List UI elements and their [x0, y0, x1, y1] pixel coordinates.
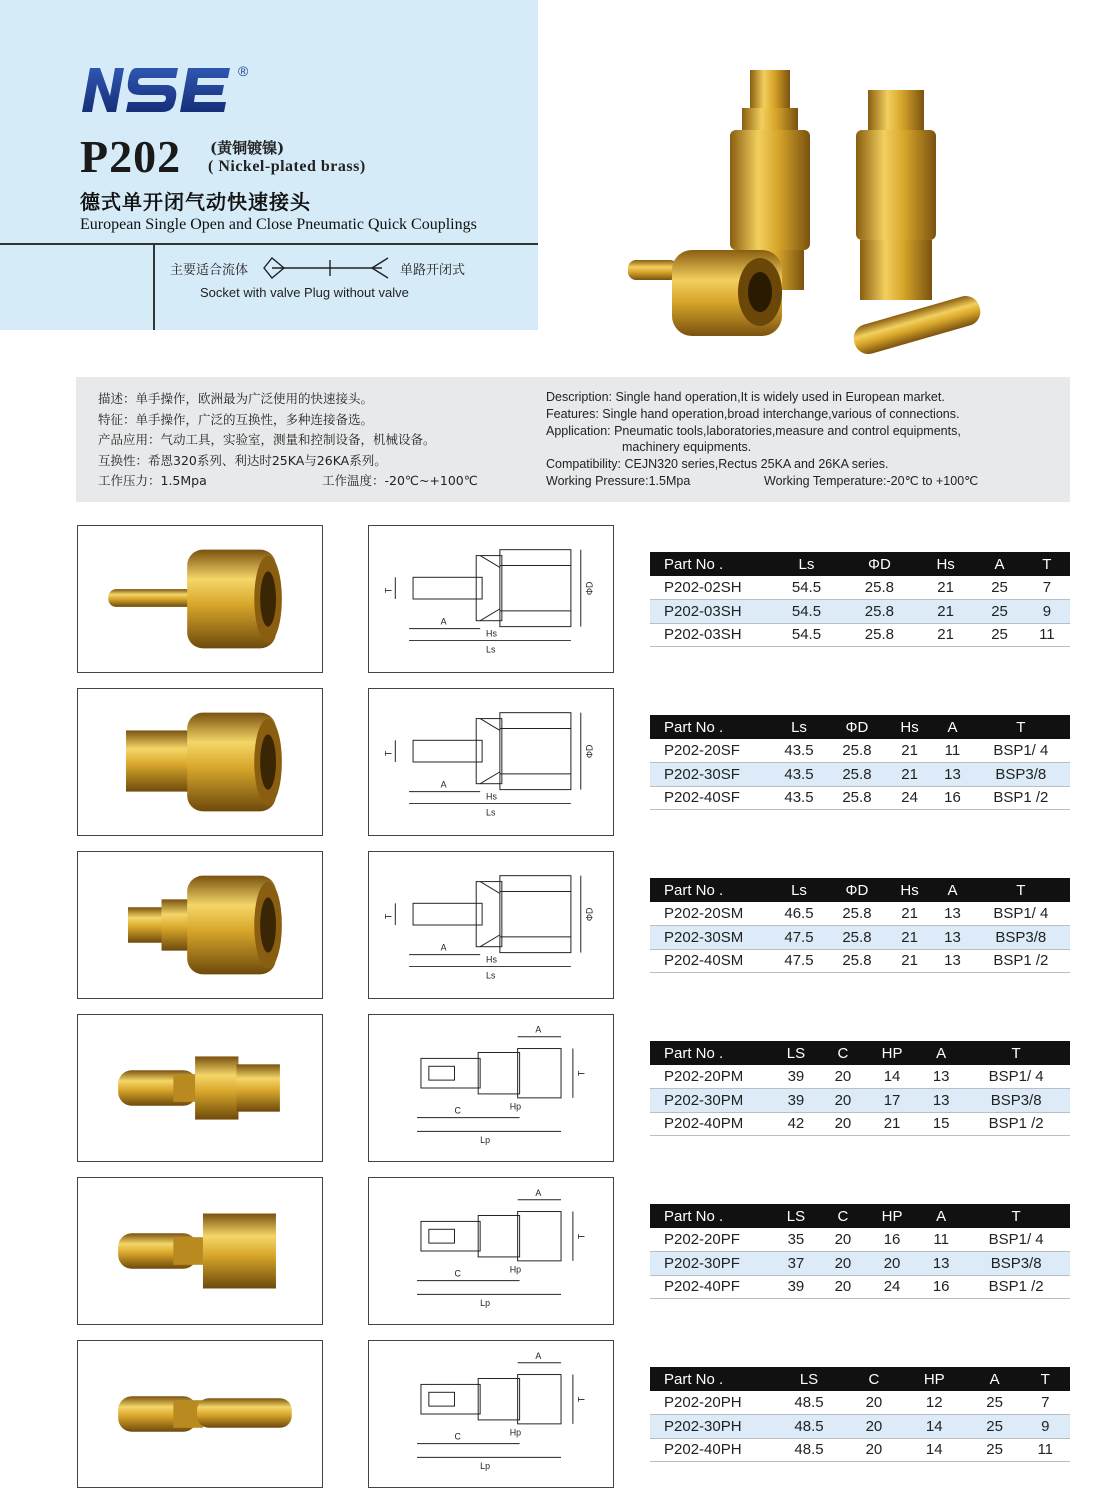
dimension-label: T	[576, 1396, 587, 1403]
column-header: T	[972, 878, 1070, 902]
dimension-drawing-icon	[369, 1341, 613, 1487]
table-cell: P202-40PF	[650, 1275, 770, 1299]
hose-barb-plug-photo	[77, 1340, 323, 1488]
column-header: Ls	[770, 878, 828, 902]
hose-barb-socket-icon	[78, 526, 322, 672]
table-cell: P202-03SH	[650, 600, 770, 624]
dimension-label: A	[440, 779, 447, 790]
dimension-label: ΦD	[584, 907, 595, 922]
dimension-label: Lp	[480, 1298, 491, 1309]
table-cell: 7	[1021, 1391, 1071, 1415]
table-cell: 14	[900, 1438, 969, 1462]
table-cell: P202-02SH	[650, 576, 770, 600]
dimension-label: A	[535, 1350, 542, 1361]
description-cn	[98, 389, 518, 492]
desc-cn-temperature: 工作温度：-20℃~+100℃	[322, 473, 478, 488]
coupling-symbol-icon	[258, 254, 398, 282]
table-cell: 47.5	[770, 949, 828, 973]
dimension-label: Lp	[480, 1461, 491, 1472]
table-cell: BSP1 /2	[962, 1112, 1070, 1136]
dimension-label: A	[535, 1024, 542, 1035]
column-header: Hs	[886, 715, 933, 739]
male-thread-socket-icon	[78, 852, 322, 998]
material-en: ( Nickel-plated brass)	[208, 158, 366, 175]
table-cell: 39	[770, 1065, 822, 1089]
table-cell: 9	[1024, 600, 1070, 624]
column-header: HP	[900, 1367, 969, 1391]
nse-logo	[80, 60, 255, 120]
table-cell: 20	[822, 1065, 864, 1089]
technical-drawing	[368, 688, 614, 836]
column-header: T	[962, 1204, 1070, 1228]
table-header-row	[650, 1204, 1070, 1228]
table-cell: P202-40PM	[650, 1112, 770, 1136]
table-cell: 21	[916, 600, 975, 624]
technical-drawing	[368, 1340, 614, 1488]
column-header: A	[920, 1204, 962, 1228]
dimension-drawing-icon	[369, 1178, 613, 1324]
table-cell: 37	[770, 1252, 822, 1276]
column-header: Ls	[770, 552, 843, 576]
table-row	[650, 1112, 1070, 1136]
table-cell: BSP3/8	[972, 926, 1070, 950]
table-cell: 25.8	[828, 739, 886, 763]
table-row	[650, 1065, 1070, 1089]
dimension-label: Hp	[509, 1264, 522, 1275]
table-cell: 42	[770, 1112, 822, 1136]
table-cell: 7	[1024, 576, 1070, 600]
table-cell: 20	[848, 1438, 900, 1462]
table-cell: 25.8	[828, 786, 886, 810]
table-cell: 13	[933, 926, 971, 950]
table-cell: 13	[920, 1252, 962, 1276]
dimension-label: ΦD	[584, 581, 595, 596]
header-vertical-divider	[153, 245, 155, 330]
dimension-label: Lp	[480, 1135, 491, 1146]
desc-cn-line: 产品应用：气动工具，实验室，测量和控制设备，机械设备。	[98, 432, 436, 447]
dimension-label: T	[383, 587, 394, 594]
table-row	[650, 623, 1070, 647]
table-header-row	[650, 1041, 1070, 1065]
hose-barb-socket-photo	[77, 525, 323, 673]
desc-en-temperature: Working Temperature:-20℃ to +100℃	[764, 473, 979, 488]
table-row	[650, 1438, 1070, 1462]
table-cell: 35	[770, 1228, 822, 1252]
table-cell: 13	[920, 1089, 962, 1113]
table-row	[650, 1228, 1070, 1252]
table-cell: 20	[822, 1275, 864, 1299]
table-cell: 48.5	[770, 1438, 848, 1462]
fluid-label-en: Socket with valve Plug without valve	[200, 285, 409, 300]
table-cell: 13	[933, 763, 971, 787]
dimension-drawing-icon	[369, 689, 613, 835]
table-cell: 25.8	[843, 576, 916, 600]
table-cell: 25	[975, 600, 1023, 624]
technical-drawing	[368, 1014, 614, 1162]
column-header: Part No .	[650, 552, 770, 576]
desc-en-compat: Compatibility: CEJN320 series,Rectus 25KA and 26KA series.	[546, 457, 889, 472]
dimension-label: C	[454, 1105, 461, 1116]
table-cell: 25.8	[843, 623, 916, 647]
desc-en-line: Description: Single hand operation,It is widely used in European market.	[546, 390, 945, 404]
table-cell: 24	[886, 786, 933, 810]
dimension-label: Hs	[486, 628, 497, 639]
table-cell: P202-30SF	[650, 763, 770, 787]
column-header: LS	[770, 1041, 822, 1065]
column-header: ΦD	[828, 878, 886, 902]
dimension-drawing-icon	[369, 1015, 613, 1161]
female-thread-socket-photo	[77, 688, 323, 836]
table-cell: 20	[864, 1252, 920, 1276]
description-en	[546, 389, 1046, 490]
table-cell: 21	[916, 623, 975, 647]
technical-drawing	[368, 525, 614, 673]
material-cn: (黄铜镀镍)	[210, 139, 285, 157]
table-cell: P202-30SM	[650, 926, 770, 950]
table-row	[650, 1415, 1070, 1439]
table-row	[650, 576, 1070, 600]
table-cell: 25	[975, 623, 1023, 647]
title-en: European Single Open and Close Pneumatic Quick Couplings	[80, 216, 477, 233]
male-thread-socket-photo	[77, 851, 323, 999]
table-cell: 54.5	[770, 576, 843, 600]
dimension-label: Hs	[486, 954, 497, 965]
table-cell: BSP1/ 4	[962, 1065, 1070, 1089]
column-header: C	[822, 1041, 864, 1065]
hero-product-photo	[620, 60, 1000, 370]
technical-drawing	[368, 1177, 614, 1325]
column-header: Hs	[886, 878, 933, 902]
hose-barb-plug-icon	[78, 1341, 322, 1487]
desc-en-line: Features: Single hand operation,broad interchange,various of connections.	[546, 406, 960, 421]
column-header: T	[972, 715, 1070, 739]
table-row	[650, 902, 1070, 926]
table-cell: 21	[886, 902, 933, 926]
table-cell: P202-30PF	[650, 1252, 770, 1276]
table-row	[650, 949, 1070, 973]
table-cell: BSP3/8	[962, 1252, 1070, 1276]
table-cell: 9	[1021, 1415, 1071, 1439]
table-cell: 13	[933, 949, 971, 973]
column-header: A	[933, 878, 971, 902]
spec-table	[650, 715, 1070, 810]
dimension-label: Ls	[486, 970, 496, 981]
column-header: HP	[864, 1041, 920, 1065]
table-cell: 25.8	[828, 763, 886, 787]
female-thread-socket-icon	[78, 689, 322, 835]
column-header: Part No .	[650, 715, 770, 739]
column-header: A	[933, 715, 971, 739]
table-cell: 20	[822, 1252, 864, 1276]
table-cell: 16	[864, 1228, 920, 1252]
column-header: Part No .	[650, 1041, 770, 1065]
table-cell: 17	[864, 1089, 920, 1113]
table-cell: BSP3/8	[972, 763, 1070, 787]
table-cell: 43.5	[770, 763, 828, 787]
table-cell: P202-40SF	[650, 786, 770, 810]
column-header: Part No .	[650, 1367, 770, 1391]
table-cell: 25.8	[828, 949, 886, 973]
table-row	[650, 1252, 1070, 1276]
table-cell: BSP1/ 4	[972, 739, 1070, 763]
table-cell: 39	[770, 1089, 822, 1113]
table-row	[650, 1089, 1070, 1113]
desc-cn-line: 特征：单手操作，广泛的互换性，多种连接备选。	[98, 411, 374, 427]
mode-label-cn: 单路开闭式	[400, 263, 466, 278]
table-cell: 21	[886, 949, 933, 973]
table-cell: 24	[864, 1275, 920, 1299]
table-cell: 11	[933, 739, 971, 763]
desc-cn-pressure: 工作压力：1.5Mpa	[98, 473, 207, 488]
male-thread-plug-photo	[77, 1014, 323, 1162]
table-cell: 14	[864, 1065, 920, 1089]
column-header: C	[822, 1204, 864, 1228]
dimension-label: C	[454, 1268, 461, 1279]
table-cell: P202-03SH	[650, 623, 770, 647]
table-cell: 16	[920, 1275, 962, 1299]
female-thread-plug-photo	[77, 1177, 323, 1325]
table-cell: 15	[920, 1112, 962, 1136]
table-cell: 43.5	[770, 739, 828, 763]
table-cell: P202-20PF	[650, 1228, 770, 1252]
table-cell: 43.5	[770, 786, 828, 810]
table-cell: 46.5	[770, 902, 828, 926]
dimension-label: A	[535, 1187, 542, 1198]
column-header: A	[920, 1041, 962, 1065]
column-header: Part No .	[650, 878, 770, 902]
table-cell: 21	[886, 739, 933, 763]
table-cell: 25.8	[828, 926, 886, 950]
table-header-row	[650, 715, 1070, 739]
column-header: Part No .	[650, 1204, 770, 1228]
table-row	[650, 600, 1070, 624]
table-cell: 25	[969, 1438, 1021, 1462]
dimension-label: C	[454, 1431, 461, 1442]
dimension-label: T	[383, 750, 394, 757]
table-cell: 21	[864, 1112, 920, 1136]
spec-table	[650, 1041, 1070, 1136]
dimension-drawing-icon	[369, 526, 613, 672]
title-cn: 德式单开闭气动快速接头	[80, 190, 311, 214]
table-cell: P202-20PH	[650, 1391, 770, 1415]
table-cell: BSP3/8	[962, 1089, 1070, 1113]
spec-table	[650, 878, 1070, 973]
desc-cn-line: 互换性：希恩320系列、利达时25KA与26KA系列。	[98, 452, 387, 468]
table-cell: 16	[933, 786, 971, 810]
table-cell: 25.8	[843, 600, 916, 624]
table-row	[650, 1275, 1070, 1299]
dimension-label: A	[440, 942, 447, 953]
dimension-drawing-icon	[369, 852, 613, 998]
table-cell: 20	[822, 1112, 864, 1136]
table-cell: 14	[900, 1415, 969, 1439]
table-header-row	[650, 878, 1070, 902]
registered-mark: ®	[238, 63, 249, 79]
female-thread-plug-icon	[78, 1178, 322, 1324]
table-row	[650, 786, 1070, 810]
table-row	[650, 926, 1070, 950]
model-number: P202	[80, 131, 182, 182]
column-header: C	[848, 1367, 900, 1391]
table-cell: BSP1/ 4	[962, 1228, 1070, 1252]
table-cell: 21	[886, 926, 933, 950]
table-cell: 11	[1024, 623, 1070, 647]
table-row	[650, 1391, 1070, 1415]
dimension-label: Hs	[486, 791, 497, 802]
table-cell: P202-40SM	[650, 949, 770, 973]
table-cell: 11	[1021, 1438, 1071, 1462]
table-cell: 25	[969, 1391, 1021, 1415]
table-header-row	[650, 552, 1070, 576]
male-thread-plug-icon	[78, 1015, 322, 1161]
column-header: LS	[770, 1204, 822, 1228]
column-header: LS	[770, 1367, 848, 1391]
desc-en-pressure: Working Pressure:1.5Mpa	[546, 473, 691, 488]
column-header: ΦD	[828, 715, 886, 739]
dimension-label: T	[576, 1070, 587, 1077]
table-cell: P202-30PM	[650, 1089, 770, 1113]
table-cell: 54.5	[770, 600, 843, 624]
table-cell: 25	[969, 1415, 1021, 1439]
column-header: Ls	[770, 715, 828, 739]
column-header: T	[962, 1041, 1070, 1065]
spec-table	[650, 552, 1070, 647]
table-cell: 13	[920, 1065, 962, 1089]
dimension-label: Hp	[509, 1101, 522, 1112]
table-cell: P202-20SF	[650, 739, 770, 763]
dimension-label: Ls	[486, 644, 496, 655]
dimension-label: ΦD	[584, 744, 595, 759]
table-cell: 12	[900, 1391, 969, 1415]
column-header: Hs	[916, 552, 975, 576]
table-cell: 20	[822, 1228, 864, 1252]
column-header: ΦD	[843, 552, 916, 576]
technical-drawing	[368, 851, 614, 999]
desc-en-line: Application: Pneumatic tools,laboratories,measure and control equipments,	[546, 423, 961, 438]
spec-table	[650, 1367, 1070, 1462]
dimension-label: T	[576, 1233, 587, 1240]
table-header-row	[650, 1367, 1070, 1391]
table-cell: P202-30PH	[650, 1415, 770, 1439]
table-cell: 21	[886, 763, 933, 787]
column-header: A	[969, 1367, 1021, 1391]
table-cell: BSP1/ 4	[972, 902, 1070, 926]
fluid-label-cn: 主要适合流体	[170, 263, 249, 278]
table-cell: 48.5	[770, 1391, 848, 1415]
table-cell: P202-20SM	[650, 902, 770, 926]
table-cell: P202-40PH	[650, 1438, 770, 1462]
table-cell: 20	[848, 1415, 900, 1439]
dimension-label: A	[440, 616, 447, 627]
desc-cn-line: 描述：单手操作，欧洲最为广泛使用的快速接头。	[98, 391, 374, 406]
table-cell: BSP1 /2	[972, 949, 1070, 973]
table-cell: 13	[933, 902, 971, 926]
table-row	[650, 763, 1070, 787]
spec-table	[650, 1204, 1070, 1299]
table-cell: BSP1 /2	[962, 1275, 1070, 1299]
table-cell: 21	[916, 576, 975, 600]
column-header: HP	[864, 1204, 920, 1228]
table-cell: BSP1 /2	[972, 786, 1070, 810]
desc-en-line: machinery equipments.	[622, 440, 752, 455]
table-cell: 25.8	[828, 902, 886, 926]
header-divider	[0, 243, 538, 245]
table-cell: 48.5	[770, 1415, 848, 1439]
dimension-label: Hp	[509, 1427, 522, 1438]
column-header: A	[975, 552, 1023, 576]
column-header: T	[1024, 552, 1070, 576]
table-cell: P202-20PM	[650, 1065, 770, 1089]
description-band	[76, 377, 1070, 502]
column-header: T	[1021, 1367, 1071, 1391]
dimension-label: Ls	[486, 807, 496, 818]
table-cell: 20	[848, 1391, 900, 1415]
table-cell: 39	[770, 1275, 822, 1299]
dimension-label: T	[383, 913, 394, 920]
table-cell: 47.5	[770, 926, 828, 950]
table-cell: 20	[822, 1089, 864, 1113]
table-cell: 11	[920, 1228, 962, 1252]
table-cell: 54.5	[770, 623, 843, 647]
table-cell: 25	[975, 576, 1023, 600]
table-row	[650, 739, 1070, 763]
